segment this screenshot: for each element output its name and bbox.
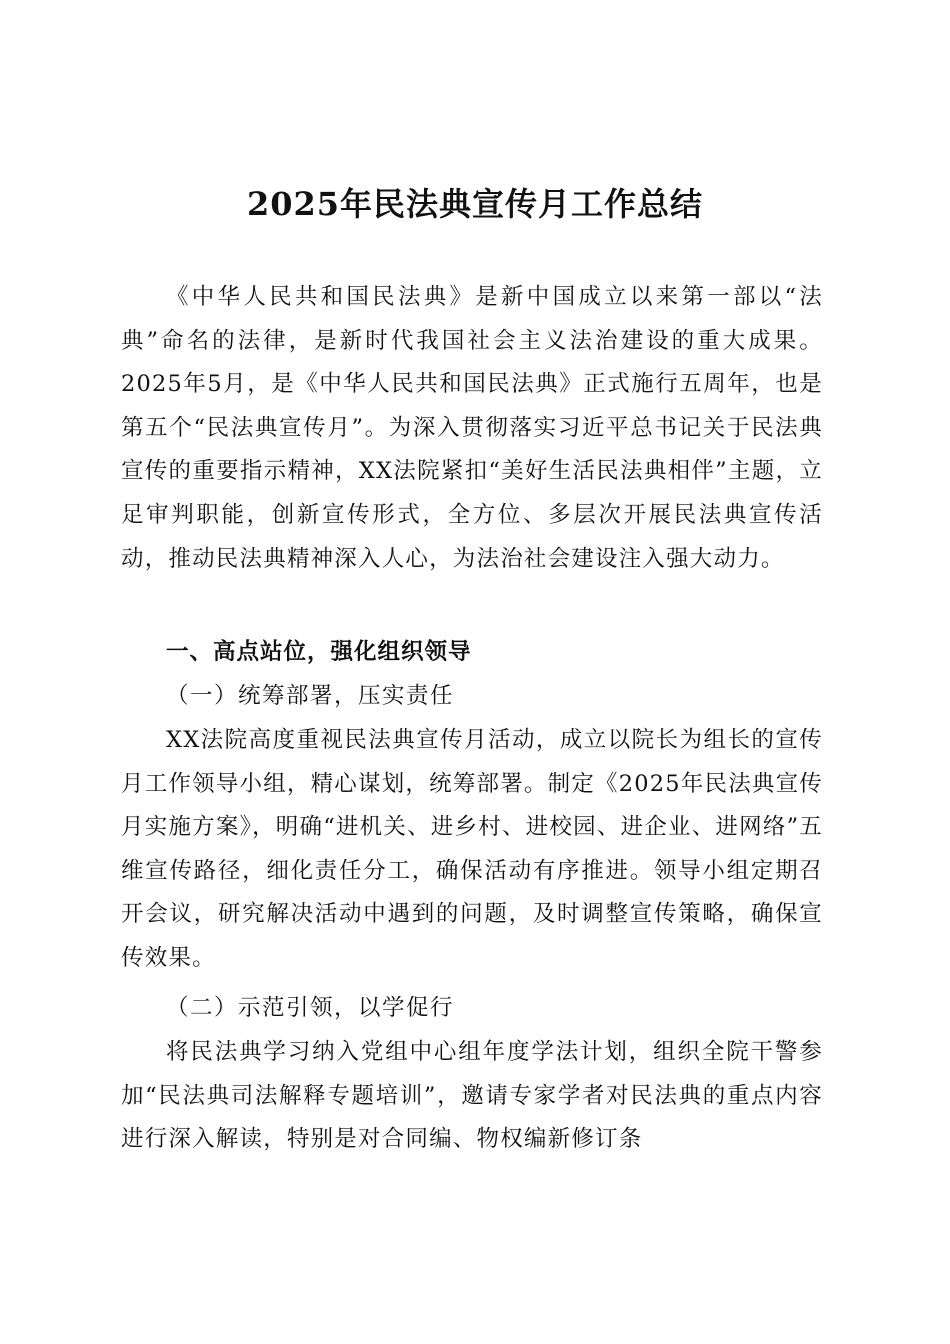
section-1-heading: 一、高点站位，强化组织领导 xyxy=(166,639,472,665)
subsection-2-paragraph: 将民法典学习纳入党组中心组年度学法计划，组织全院干警参加“民法典司法解释专题培训”，邀请专家学者对民法典的重点内容进行深入解读，特别是对合同编、物权编新修订条 xyxy=(121,1039,823,1153)
subsection-1-heading: （一）统筹部署，压实责任 xyxy=(166,683,455,709)
document-title: 2025年民法典宣传月工作总结 xyxy=(246,185,704,223)
subsection-1-paragraph: XX法院高度重视民法典宣传月活动，成立以院长为组长的宣传月工作领导小组，精心谋划，统筹部署。制定《2025年民法典宣传月实施方案》，明确“进机关、进乡村、进校园、进企业、进网络”五维宣传路径，细化责任分工，确保活动有序推进。领导小组定期召开会议，研究解决活动中遇到的问题，及时调整宣传策略，确保宣传效果。 xyxy=(121,727,823,971)
intro-paragraph: 《中华人民共和国民法典》是新中国成立以来第一部以“法典”命名的法律，是新时代我国社会主义法治建设的重大成果。2025年5月，是《中华人民共和国民法典》正式施行五周年，也是第五个“民法典宣传月”。为深入贯彻落实习近平总书记关于民法典宣传的重要指示精神，XX法院紧扣“美好生活民法典相伴”主题，立足审判职能，创新宣传形式，全方位、多层次开展民法典宣传活动，推动民法典精神深入人心，为法治社会建设注入强大动力。 xyxy=(121,284,823,572)
subsection-2-heading: （二）示范引领，以学促行 xyxy=(166,995,455,1021)
